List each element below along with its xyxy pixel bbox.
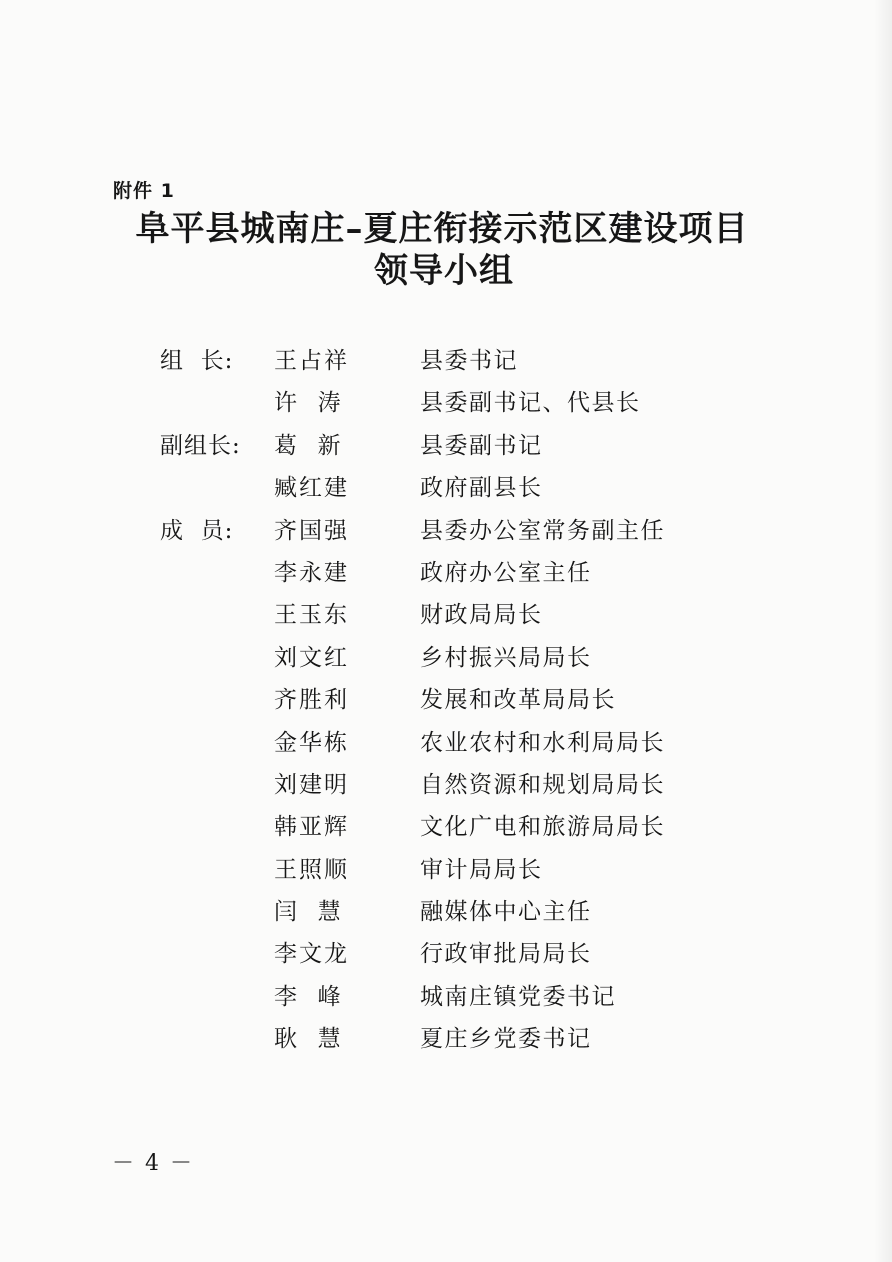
roster-row (0, 637, 892, 679)
member-name: 王玉东 (274, 602, 349, 629)
member-roster (0, 340, 892, 1061)
member-position: 自然资源和规划局局长 (420, 771, 665, 798)
member-position: 夏庄乡党委书记 (420, 1026, 592, 1053)
member-position: 县委书记 (420, 348, 518, 374)
member-position: 城南庄镇党委书记 (420, 983, 616, 1010)
roster-row (0, 594, 892, 636)
roster-row (0, 425, 892, 467)
member-name: 齐胜利 (274, 687, 349, 714)
member-role: 副组长: (160, 432, 241, 459)
member-name: 金华栋 (274, 729, 349, 756)
document-title-line-2: 领导小组 (374, 251, 514, 291)
member-position: 县委副书记 (420, 432, 543, 459)
roster-row (0, 467, 892, 509)
roster-row (0, 510, 892, 552)
member-name: 齐国强 (274, 517, 349, 544)
member-name: 臧红建 (274, 475, 349, 502)
member-name: 李 峰 (274, 983, 343, 1010)
member-position: 发展和改革局局长 (420, 687, 616, 714)
member-position: 行政审批局局长 (420, 941, 592, 968)
member-name: 闫 慧 (274, 899, 343, 926)
member-name: 刘文红 (274, 644, 349, 671)
member-name: 王照顺 (274, 856, 349, 883)
member-name: 李文龙 (274, 941, 349, 968)
roster-row (0, 976, 892, 1018)
member-position: 融媒体中心主任 (420, 899, 592, 926)
member-position: 乡村振兴局局长 (420, 644, 592, 671)
roster-row (0, 849, 892, 891)
roster-row (0, 933, 892, 975)
member-name: 韩亚辉 (274, 814, 349, 841)
member-role: 组 长: (160, 348, 234, 374)
roster-row (0, 722, 892, 764)
member-position: 政府办公室主任 (420, 559, 592, 586)
member-name: 许 涛 (274, 390, 343, 417)
member-position: 审计局局长 (420, 856, 543, 883)
document-title-line-1: 阜平县城南庄–夏庄衔接示范区建设项目 (135, 209, 749, 249)
member-position: 财政局局长 (420, 602, 543, 629)
roster-row (0, 764, 892, 806)
roster-row (0, 679, 892, 721)
roster-row (0, 1018, 892, 1060)
roster-row (0, 806, 892, 848)
roster-row (0, 891, 892, 933)
member-position: 县委办公室常务副主任 (420, 517, 665, 544)
page-number: － 4 － (112, 1151, 194, 1176)
member-name: 李永建 (274, 559, 349, 586)
roster-row (0, 552, 892, 594)
roster-row (0, 340, 892, 382)
member-name: 葛 新 (274, 432, 343, 459)
member-name: 耿 慧 (274, 1026, 343, 1053)
member-position: 农业农村和水利局局长 (420, 729, 665, 756)
member-position: 县委副书记、代县长 (420, 390, 641, 417)
member-position: 政府副县长 (420, 475, 543, 502)
member-role: 成 员: (160, 517, 234, 544)
member-position: 文化广电和旅游局局长 (420, 814, 665, 841)
attachment-label: 附件 1 (113, 180, 175, 202)
member-name: 刘建明 (274, 771, 349, 798)
roster-row (0, 382, 892, 424)
member-name: 王占祥 (274, 348, 349, 374)
